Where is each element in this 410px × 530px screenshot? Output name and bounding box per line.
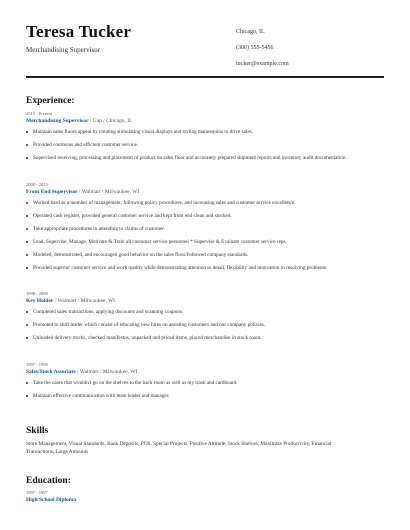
job-entry — [26, 182, 384, 278]
job-title: Key Holder — [26, 298, 54, 304]
job-title: Front End Supervisor — [26, 189, 78, 195]
job-org: / Gap / Chicago, IL — [88, 118, 133, 124]
education-heading: Education: — [26, 476, 71, 486]
job-title: Merchandising Supervisor — [26, 118, 89, 124]
job-dates: 1997 - 1998 — [26, 362, 48, 367]
list-item: Worked hard as a member of management, following policy procedures, and increasing sales and customer service excellence. — [26, 200, 384, 207]
job-org: / Walmart / Milwaukee, WI — [77, 189, 140, 195]
list-item: Lead, Supervise, Manage, Motivate & Train all customer service personnel * Supervise & Evaluate customer service reps. — [26, 239, 384, 246]
skills-text: Store Management, Visual Standards, Bank Deposits, POS, Special Projects, Positive Attitude, Stock Shelves, Maximize Productivity, Financial Transactions, Large Amounts — [26, 441, 332, 455]
job-bullets — [26, 129, 384, 162]
contact-block — [236, 28, 289, 76]
experience-heading: Experience: — [26, 96, 75, 106]
job-bullets — [26, 200, 384, 272]
list-item: Maintain sales floors appeal by creating stimulating visual displays and styling mannequins to drive sales. — [26, 129, 384, 136]
job-dates: 2015 - Present — [26, 111, 52, 116]
job-entry — [26, 291, 384, 348]
job-title: Sales/Stock Associate — [26, 369, 76, 375]
job-role — [26, 188, 384, 196]
list-item: Supervised receiving, processing and placement of product on sales floor and accurately prepared shipment reports and inventory audit documentation. — [26, 155, 384, 162]
list-item: Modeled, demonstrated, and encouraged good behavior on the sales floor.Followed company standards. — [26, 252, 384, 259]
job-bullets — [26, 380, 384, 400]
list-item: Take the cases that wouldn't go on the shelves to the back room as well as my trash and cardboard. — [26, 380, 384, 387]
job-bullets — [26, 309, 384, 342]
job-org: / Walmart / Milwaukee, WI — [53, 298, 116, 304]
list-item: Promoted to shift leader which consist of educating new hires on assisting customers and our company policies. — [26, 322, 384, 329]
education-degree: High School Diploma — [26, 497, 77, 503]
list-item: Take appropriate procedures in attending to claims of customer. — [26, 226, 384, 233]
candidate-name: Teresa Tucker — [26, 22, 132, 41]
contact-location: Chicago, IL — [236, 29, 265, 35]
skills-heading: Skills — [26, 426, 49, 436]
candidate-title: Merchandising Supervisor — [26, 46, 101, 54]
header-divider — [26, 76, 384, 78]
list-item: Operated cash register, provided general customer service and kept front end clean and stocked. — [26, 213, 384, 220]
job-role — [26, 297, 384, 305]
list-item: Provided courteous and efficient customer service. — [26, 142, 384, 149]
job-org: / Walmart / Milwaukee, WI — [75, 369, 138, 375]
job-role — [26, 117, 384, 125]
list-item: Unloaded delivery trucks, checked manifestos, unpacked and priced items, placed merchandise in stock room. — [26, 335, 384, 342]
list-item: Completed sales transactions, applying discounts and scanning coupons. — [26, 309, 384, 316]
job-dates: 1998 - 2008 — [26, 291, 48, 296]
job-role — [26, 368, 384, 376]
job-dates: 2008 - 2015 — [26, 182, 48, 187]
job-entry — [26, 362, 384, 406]
education-entry — [26, 490, 384, 504]
list-item: Maintain effective communication with team leader and manager. — [26, 393, 384, 400]
job-entry — [26, 111, 384, 168]
contact-email[interactable]: tucker@example.com — [236, 61, 289, 67]
list-item: Provided superior customer service and work quality while demonstrating attention to detail, flexibility and innovation in resolving problems. — [26, 265, 384, 272]
contact-phone: (300) 555-5456 — [236, 45, 274, 51]
education-dates: 1997 - 1997 — [26, 490, 48, 495]
